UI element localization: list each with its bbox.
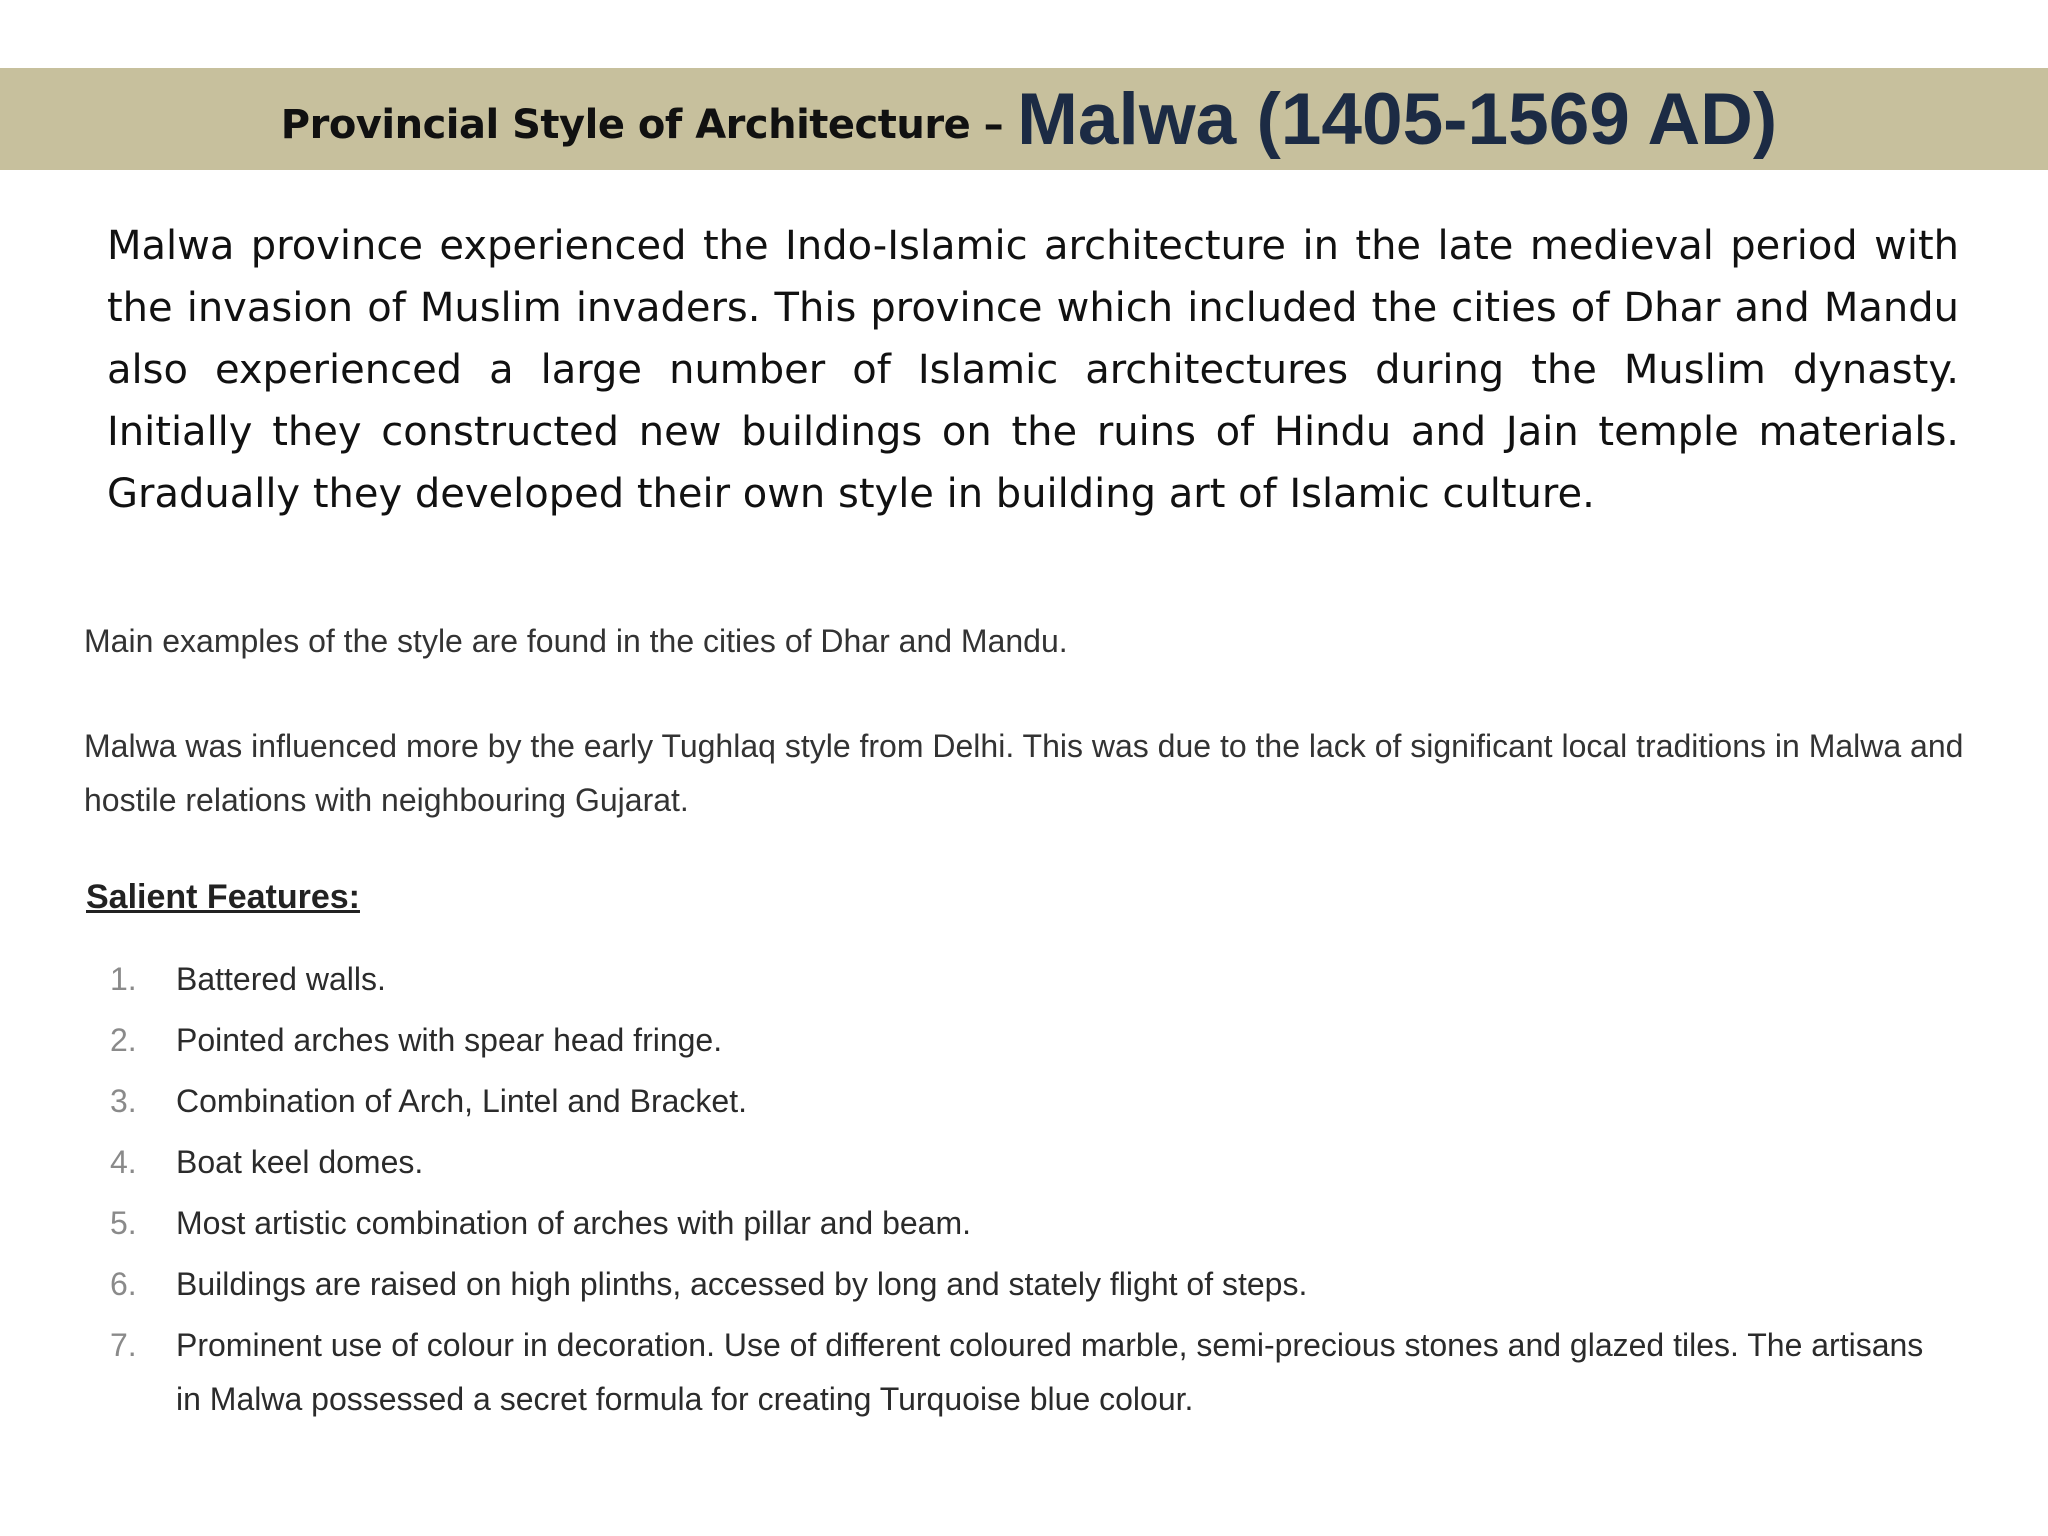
feature-text: Buildings are raised on high plinths, accessed by long and stately flight of steps. [176, 1266, 1308, 1302]
feature-text: Battered walls. [176, 961, 386, 997]
feature-number: 1. [110, 961, 137, 997]
feature-item [110, 1257, 1950, 1311]
title-prefix: Provincial Style of Architecture – [280, 102, 1004, 148]
features-list [110, 952, 1950, 1433]
feature-number: 5. [110, 1205, 137, 1241]
examples-paragraph: Main examples of the style are found in the cities of Dhar and Mandu. [84, 623, 1068, 659]
title-bar [0, 68, 2048, 170]
feature-item [110, 1135, 1950, 1189]
feature-item [110, 1318, 1950, 1426]
feature-text: Boat keel domes. [176, 1144, 424, 1180]
feature-number: 2. [110, 1022, 137, 1058]
feature-item [110, 1074, 1950, 1128]
salient-features-heading: Salient Features: [86, 878, 360, 916]
feature-text: Combination of Arch, Lintel and Bracket. [176, 1083, 747, 1119]
feature-number: 7. [110, 1327, 137, 1363]
feature-number: 4. [110, 1144, 137, 1180]
intro-paragraph: Malwa province experienced the Indo-Islamic architecture in the late medieval period with the invasion of Muslim invaders. This province which included the cities of Dhar and Mandu also experienced a large number of Islamic architectures during the Muslim dynasty. Initially they constructed new buildings on the ruins of Hindu and Jain temple materials. Gradually they developed their own style in building art of Islamic culture. [107, 223, 1959, 517]
feature-item [110, 952, 1950, 1006]
feature-text: Most artistic combination of arches with pillar and beam. [176, 1205, 972, 1241]
feature-item [110, 1196, 1950, 1250]
influence-paragraph: Malwa was influenced more by the early Tughlaq style from Delhi. This was due to the lack of significant local traditions in Malwa and hostile relations with neighbouring Gujarat. [84, 728, 1964, 818]
feature-item [110, 1013, 1950, 1067]
feature-text: Prominent use of colour in decoration. Use of different coloured marble, semi-precious stones and glazed tiles. The artisans in Malwa possessed a secret formula for creating Turquoise blue colour. [176, 1327, 1924, 1417]
title-main: Malwa (1405-1569 AD) [1017, 78, 1778, 160]
feature-number: 6. [110, 1266, 137, 1302]
feature-number: 3. [110, 1083, 137, 1119]
feature-text: Pointed arches with spear head fringe. [176, 1022, 723, 1058]
